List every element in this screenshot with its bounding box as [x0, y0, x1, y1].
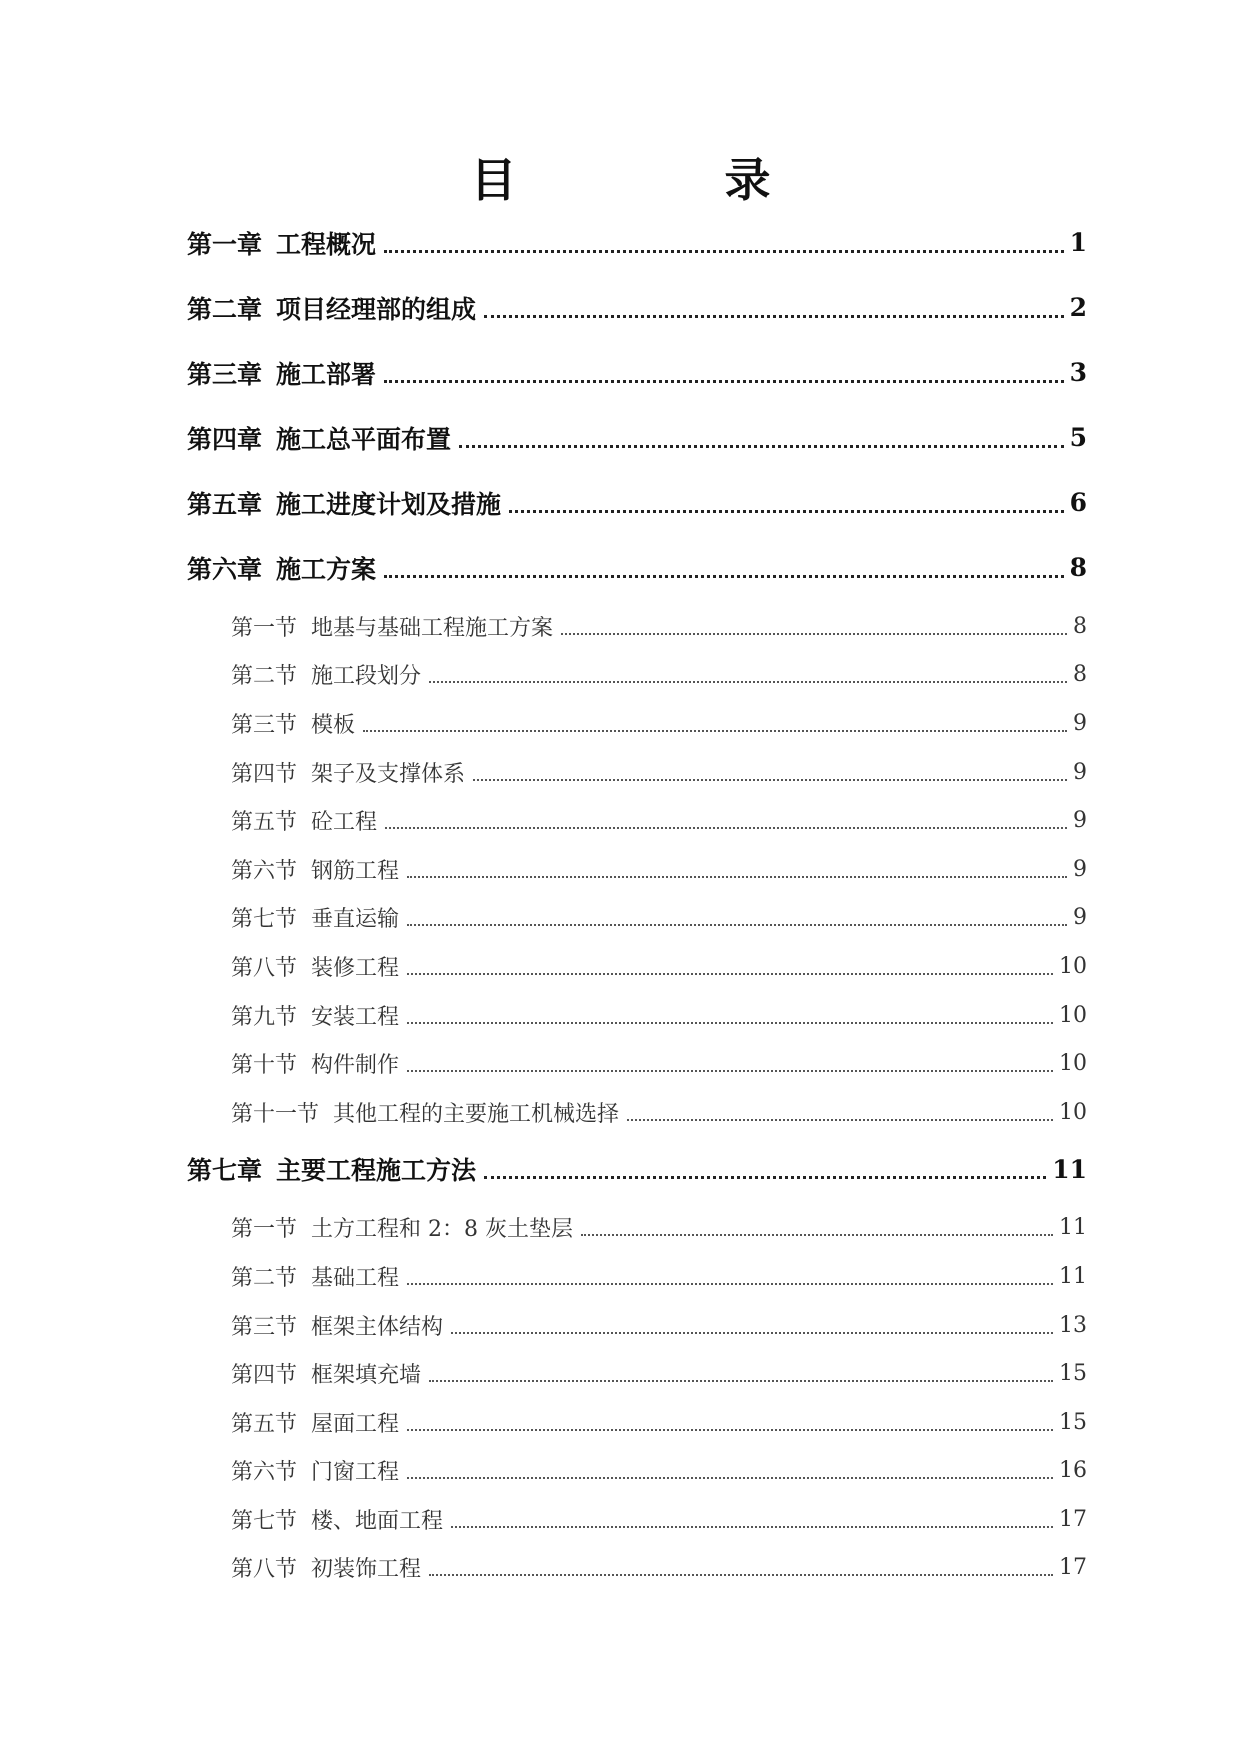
dot-leader — [429, 1573, 1053, 1576]
section-number: 第七节 — [231, 1508, 298, 1534]
entry-label — [231, 805, 377, 836]
section-number: 第十一节 — [231, 1101, 320, 1127]
toc-title: 目 录 — [470, 153, 867, 207]
entry-label — [231, 1048, 399, 1079]
section-number: 第八节 — [231, 955, 298, 981]
toc-section-entry[interactable] — [187, 1252, 1087, 1301]
page-number: 9 — [1073, 759, 1087, 785]
section-number: 第五节 — [231, 810, 298, 836]
entry-label — [231, 659, 421, 690]
dot-leader — [384, 379, 1064, 383]
dot-leader — [407, 1069, 1053, 1072]
page-number: 13 — [1059, 1312, 1087, 1338]
section-title: 屋面工程 — [311, 1411, 400, 1437]
dot-leader — [363, 729, 1067, 732]
page-number: 16 — [1059, 1458, 1087, 1484]
page-number: 8 — [1073, 662, 1087, 688]
chapter-number: 第三章 — [187, 359, 263, 389]
dot-leader — [561, 632, 1067, 635]
toc-section-entry[interactable] — [187, 651, 1087, 700]
section-title: 砼工程 — [311, 810, 378, 836]
dot-leader — [484, 1175, 1046, 1179]
chapter-number: 第四章 — [187, 424, 263, 454]
dot-leader — [627, 1118, 1053, 1121]
section-number: 第二节 — [231, 664, 298, 690]
toc-section-entry[interactable] — [187, 894, 1087, 943]
section-number: 第三节 — [231, 712, 298, 738]
toc-section-entry[interactable] — [187, 845, 1087, 894]
chapter-title: 施工总平面布置 — [276, 424, 452, 454]
page-number: 5 — [1069, 423, 1087, 452]
chapter-title: 主要工程施工方法 — [276, 1156, 477, 1186]
chapter-number: 第一章 — [187, 229, 263, 259]
chapter-title: 施工方案 — [276, 554, 377, 584]
toc-chapter-entry[interactable] — [187, 470, 1087, 535]
toc-section-entry[interactable] — [187, 1204, 1087, 1253]
toc-chapter-entry[interactable] — [187, 405, 1087, 470]
toc-section-entry[interactable] — [187, 699, 1087, 748]
page-number: 15 — [1059, 1409, 1087, 1435]
toc-section-entry[interactable] — [187, 1495, 1087, 1544]
entry-label — [231, 951, 399, 982]
section-title: 地基与基础工程施工方案 — [311, 615, 554, 641]
chapter-title: 项目经理部的组成 — [276, 294, 477, 324]
section-number: 第四节 — [231, 761, 298, 787]
section-number: 第九节 — [231, 1004, 298, 1030]
entry-label — [231, 757, 465, 788]
section-title: 初装饰工程 — [311, 1557, 422, 1583]
page-number: 10 — [1059, 1002, 1087, 1028]
page-number: 10 — [1059, 953, 1087, 979]
dot-leader — [429, 1379, 1053, 1382]
entry-label — [231, 1212, 573, 1243]
dot-leader — [459, 444, 1064, 448]
chapter-title: 工程概况 — [276, 229, 377, 259]
entry-label — [231, 1261, 399, 1292]
page-number: 8 — [1073, 613, 1087, 639]
section-number: 第六节 — [231, 858, 298, 884]
entry-label — [187, 420, 451, 456]
toc-section-entry[interactable] — [187, 602, 1087, 651]
page-number: 17 — [1059, 1555, 1087, 1581]
entry-label — [231, 902, 399, 933]
entry-label — [187, 485, 501, 521]
dot-leader — [509, 509, 1064, 513]
dot-leader — [473, 778, 1067, 781]
page-number: 9 — [1073, 856, 1087, 882]
toc-list — [187, 210, 1087, 1592]
section-title: 架子及支撑体系 — [311, 761, 466, 787]
chapter-number: 第二章 — [187, 294, 263, 324]
entry-label — [231, 1000, 399, 1031]
page-number: 15 — [1059, 1361, 1087, 1387]
entry-label — [187, 1151, 476, 1187]
toc-chapter-entry[interactable] — [187, 210, 1087, 275]
dot-leader — [407, 923, 1067, 926]
entry-label — [231, 1358, 421, 1389]
chapter-number: 第五章 — [187, 489, 263, 519]
page-number: 9 — [1073, 905, 1087, 931]
section-title: 装修工程 — [311, 955, 400, 981]
dot-leader — [407, 875, 1067, 878]
page-number: 1 — [1069, 228, 1087, 257]
entry-label — [231, 1455, 399, 1486]
page-number: 11 — [1059, 1215, 1087, 1241]
entry-label — [231, 1504, 443, 1535]
page-number: 2 — [1069, 293, 1087, 322]
page-number: 11 — [1052, 1154, 1087, 1184]
toc-chapter-entry[interactable] — [187, 275, 1087, 340]
section-number: 第一节 — [231, 615, 298, 641]
section-title: 构件制作 — [311, 1053, 400, 1079]
section-title: 钢筋工程 — [311, 858, 400, 884]
section-number: 第八节 — [231, 1557, 298, 1583]
page-number: 6 — [1069, 488, 1087, 517]
dot-leader — [484, 314, 1064, 318]
toc-section-entry[interactable] — [187, 1398, 1087, 1447]
dot-leader — [451, 1331, 1053, 1334]
section-title: 安装工程 — [311, 1004, 400, 1030]
section-title: 框架填充墙 — [311, 1363, 422, 1389]
section-title: 施工段划分 — [311, 664, 422, 690]
dot-leader — [385, 826, 1067, 829]
page-number: 10 — [1059, 1051, 1087, 1077]
entry-label — [187, 355, 376, 391]
section-number: 第二节 — [231, 1265, 298, 1291]
page-number: 3 — [1069, 358, 1087, 387]
toc-section-entry[interactable] — [187, 796, 1087, 845]
dot-leader — [451, 1525, 1053, 1528]
toc-section-entry[interactable] — [187, 991, 1087, 1040]
dot-leader — [407, 1282, 1053, 1285]
chapter-title: 施工进度计划及措施 — [276, 489, 502, 519]
section-number: 第六节 — [231, 1460, 298, 1486]
toc-section-entry[interactable] — [187, 1349, 1087, 1398]
toc-chapter-entry[interactable] — [187, 340, 1087, 405]
section-title: 楼、地面工程 — [311, 1508, 444, 1534]
section-number: 第七节 — [231, 907, 298, 933]
toc-section-entry[interactable] — [187, 1301, 1087, 1350]
entry-label — [231, 1097, 619, 1128]
dot-leader — [407, 1021, 1053, 1024]
entry-label — [231, 1407, 399, 1438]
section-title: 模板 — [311, 712, 356, 738]
chapter-number: 第六章 — [187, 554, 263, 584]
entry-label — [231, 1310, 443, 1341]
section-number: 第五节 — [231, 1411, 298, 1437]
page-number: 8 — [1069, 553, 1087, 582]
section-number: 第三节 — [231, 1314, 298, 1340]
dot-leader — [384, 574, 1064, 578]
dot-leader — [407, 972, 1053, 975]
entry-label — [187, 290, 476, 326]
dot-leader — [407, 1428, 1053, 1431]
page-number: 9 — [1073, 710, 1087, 736]
toc-section-entry[interactable] — [187, 748, 1087, 797]
page-number: 10 — [1059, 1099, 1087, 1125]
toc-section-entry[interactable] — [187, 1088, 1087, 1137]
dot-leader — [384, 249, 1064, 253]
section-title: 垂直运输 — [311, 907, 400, 933]
section-title: 其他工程的主要施工机械选择 — [333, 1101, 620, 1127]
toc-chapter-entry[interactable] — [187, 535, 1087, 600]
section-number: 第四节 — [231, 1363, 298, 1389]
dot-leader — [407, 1476, 1053, 1479]
entry-label — [231, 611, 553, 642]
toc-section-entry[interactable] — [187, 1447, 1087, 1496]
chapter-title: 施工部署 — [276, 359, 377, 389]
section-title: 框架主体结构 — [311, 1314, 444, 1340]
page-number: 17 — [1059, 1506, 1087, 1532]
chapter-number: 第七章 — [187, 1156, 263, 1186]
section-title: 土方工程和 2：8 灰土垫层 — [311, 1217, 573, 1243]
dot-leader — [429, 680, 1067, 683]
dot-leader — [581, 1233, 1053, 1236]
page-number: 11 — [1059, 1263, 1087, 1289]
section-number: 第十节 — [231, 1053, 298, 1079]
entry-label — [187, 225, 376, 261]
toc-section-entry[interactable] — [187, 1544, 1087, 1593]
entry-label — [231, 1552, 421, 1583]
entry-label — [231, 708, 355, 739]
toc-section-entry[interactable] — [187, 1039, 1087, 1088]
section-title: 基础工程 — [311, 1265, 400, 1291]
page-number: 9 — [1073, 808, 1087, 834]
toc-chapter-entry[interactable] — [187, 1137, 1087, 1202]
entry-label — [231, 854, 399, 885]
entry-label — [187, 550, 376, 586]
section-title: 门窗工程 — [311, 1460, 400, 1486]
toc-section-entry[interactable] — [187, 942, 1087, 991]
section-number: 第一节 — [231, 1217, 298, 1243]
